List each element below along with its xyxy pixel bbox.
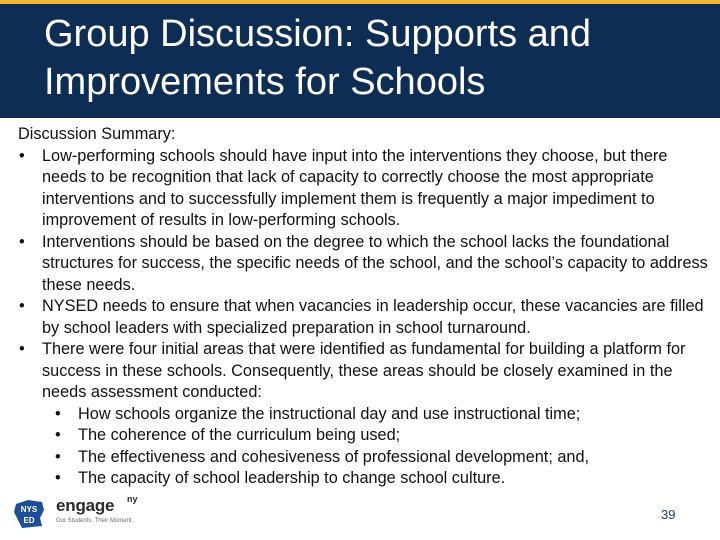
sub-bullet-list <box>54 404 708 490</box>
sub-bullet-item: • The effectiveness and cohesiveness of professional development; and, <box>54 447 708 469</box>
sub-bullet-item: • How schools organize the instructional day and use instructional time; <box>54 404 708 426</box>
bullet-item-with-subs <box>18 339 708 490</box>
accent-stripe <box>0 0 720 4</box>
bullet-item: • Low-performing schools should have input into the interventions they choose, but there needs to be recognition that lack of capacity to correctly choose the most appropriate interventions and to successfully implement them is frequently a major impediment to improvement of results in low-performing schools. <box>18 146 708 232</box>
slide-title <box>44 10 704 106</box>
slide-title-line-2: Improvements for Schools <box>44 61 486 103</box>
bullet-text: There were four initial areas that were identified as fundamental for building a platform for success in these schools. Consequently, these areas should be closely examined in the needs assessment conducted: <box>42 340 686 401</box>
slide-title-line-1: Group Discussion: Supports and <box>44 13 592 55</box>
page-number: 39 <box>661 507 676 522</box>
bullet-item: • NYSED needs to ensure that when vacancies in leadership occur, these vacancies are filled by school leaders with specialized preparation in school turnaround. <box>18 296 708 339</box>
nysed-state-badge-icon <box>12 498 48 530</box>
badge-text-ed: ED <box>23 516 35 525</box>
summary-label: Discussion Summary: <box>18 125 176 143</box>
bullet-list <box>18 146 708 490</box>
sub-bullet-item: • The capacity of school leadership to change school culture. <box>54 468 708 490</box>
logo-tagline: Our Students. Their Moment. <box>56 518 134 524</box>
bullet-item: • Interventions should be based on the degree to which the school lacks the foundational structures for success, the specific needs of the school, and the school’s capacity to address these needs. <box>18 232 708 297</box>
sub-bullet-item: • The coherence of the curriculum being used; <box>54 425 708 447</box>
logo-word: engage <box>56 496 115 515</box>
logo-superscript: ny <box>127 494 138 504</box>
badge-text-nys: NYS <box>20 505 38 514</box>
title-bar <box>0 0 720 118</box>
engage-ny-logo <box>12 496 142 532</box>
slide-body <box>18 124 708 490</box>
